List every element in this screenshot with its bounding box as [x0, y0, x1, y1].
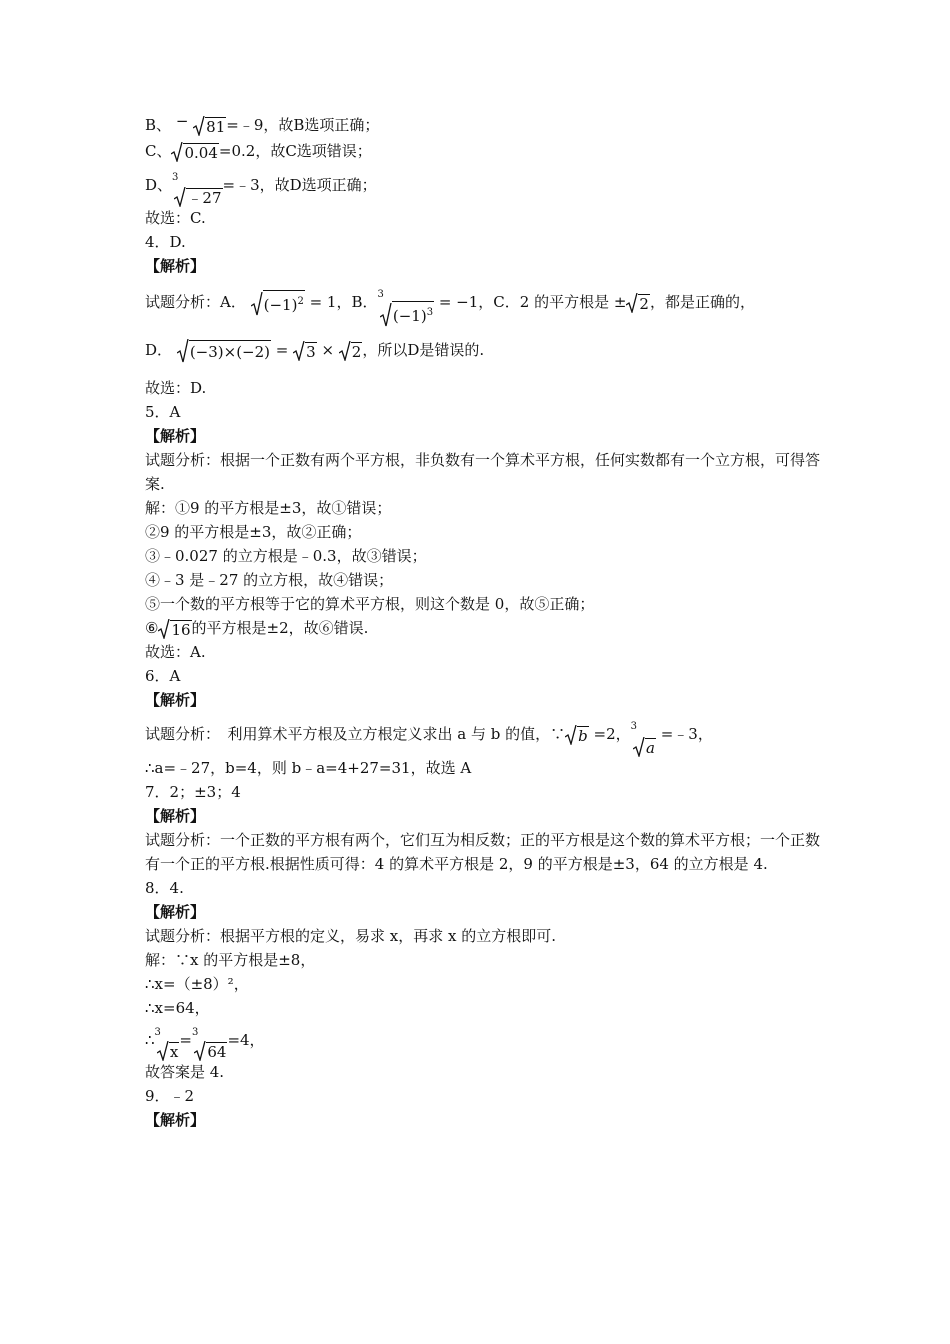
sqrt-2: [626, 293, 650, 313]
q4-a-label: 试题分析：A．: [145, 293, 246, 311]
sqrt-0-04: [171, 142, 218, 162]
radicand: ﹣27: [187, 189, 222, 207]
equals: =: [179, 1031, 192, 1049]
sqrt-3: [293, 341, 317, 361]
q8-step-4-text: =4，: [227, 1031, 265, 1049]
radicand: b: [578, 727, 588, 745]
q8-step-4: [145, 1020, 825, 1060]
base: (−1): [392, 307, 427, 325]
option-d-label: D、: [145, 176, 173, 194]
exponent: 3: [426, 307, 434, 318]
option-b-line: [145, 112, 825, 138]
cbrt-a: [631, 713, 656, 757]
radicand: x: [169, 1043, 179, 1061]
q8-analysis: 试题分析：根据平方根的定义，易求 x，再求 x 的立方根即可.: [145, 927, 556, 945]
radicand: 64: [207, 1043, 227, 1061]
q3-choose: 故选：C.: [145, 209, 206, 227]
q4-c-text: ，都是正确的，: [649, 293, 755, 311]
q6-post-text: =﹣3，: [655, 725, 713, 743]
q4-d-label: D．: [145, 341, 173, 359]
q4-d-text: ，所以D是错误的.: [362, 341, 485, 359]
option-c-line: [145, 138, 825, 164]
q6-analysis: [145, 712, 825, 756]
q5-step-5: ⑤一个数的平方根等于它的算术平方根，则这个数是 0，故⑤正确；: [145, 595, 595, 613]
times: ×: [316, 341, 339, 359]
q8-final: 故答案是 4.: [145, 1063, 225, 1081]
q4-analysis-line-1: [145, 278, 825, 326]
radicand: (−3)×(−2): [189, 340, 271, 363]
option-d-text: =﹣3，故D选项正确；: [222, 176, 377, 194]
q5-choose: 故选：A.: [145, 643, 206, 661]
q5-answer: 5．A: [145, 403, 181, 421]
q8-jiexi-heading: 【解析】: [145, 903, 206, 921]
option-c-text: =0.2，故C选项错误；: [218, 142, 372, 160]
q6-result: ∴a=﹣27，b=4，则 b﹣a=4+27=31，故选 A: [145, 759, 472, 777]
q4-b-result: = −1，C．2 的平方根是 ±: [434, 293, 627, 311]
root-index: 3: [377, 289, 384, 300]
radicand: 2: [639, 295, 649, 313]
q4-answer: 4．D.: [145, 233, 186, 251]
q4-a-result: = 1，B．: [304, 293, 378, 311]
q6-analysis-text: 试题分析： 利用算术平方根及立方根定义求出 a 与 b 的值，∵: [145, 725, 566, 743]
q6-answer: 6．A: [145, 667, 181, 685]
q4-choose: 故选：D.: [145, 379, 207, 397]
sqrt-81: [193, 116, 226, 136]
cbrt-64: [192, 1021, 227, 1061]
q8-step-3: ∴x=64，: [145, 999, 210, 1017]
q5-step-1: 解：①9 的平方根是±3，故①错误；: [145, 499, 392, 517]
base: (−1): [263, 296, 298, 314]
root-index: 3: [191, 1027, 199, 1038]
q5-step-3: ③﹣0.027 的立方根是﹣0.3，故③错误；: [145, 547, 427, 565]
q5-step-2: ②9 的平方根是±3，故②正确；: [145, 523, 362, 541]
q5-jiexi-heading: 【解析】: [145, 427, 206, 445]
q8-answer: 8．4.: [145, 879, 184, 897]
therefore-sign: ∴: [145, 1031, 155, 1049]
q5-step-6: [145, 616, 825, 640]
q7-jiexi-heading: 【解析】: [145, 807, 206, 825]
q6-mid-text: =2，: [588, 725, 631, 743]
q8-step-2: ∴x=（±8）²，: [145, 975, 249, 993]
equals: =: [271, 341, 294, 359]
root-index: 3: [630, 721, 637, 732]
sqrt-b: [565, 725, 589, 745]
exponent: 2: [297, 296, 304, 307]
option-c-label: C、: [145, 142, 172, 160]
q9-jiexi-heading: 【解析】: [145, 1111, 206, 1129]
q5-step-6-text: 的平方根是±2，故⑥错误.: [191, 619, 369, 637]
q8-step-1: 解：∵x 的平方根是±8，: [145, 951, 316, 969]
option-b-text: =﹣9，故B选项正确；: [226, 116, 380, 134]
cbrt-x: [155, 1021, 180, 1061]
q7-analysis: 试题分析：一个正数的平方根有两个，它们互为相反数；正的平方根是这个数的算术平方根；一个正数有一个正的平方根.根据性质可得：4 的算术平方根是 2，9 的平方根是±3，64 的立方根是 4.: [145, 831, 821, 873]
sqrt-neg1-squared: [251, 290, 305, 316]
sqrt-2b: [339, 341, 363, 361]
q4-jiexi-heading: 【解析】: [145, 257, 206, 275]
q6-jiexi-heading: 【解析】: [145, 691, 206, 709]
circled-six: ⑥: [145, 619, 159, 637]
minus-sign: −: [175, 112, 189, 130]
radicand: 3: [306, 343, 316, 361]
q7-answer: 7．2；±3；4: [145, 783, 241, 801]
cbrt-neg-27: [172, 165, 222, 207]
answer-page: [145, 112, 825, 1132]
option-b-label: B、: [145, 116, 172, 134]
radicand: a: [646, 739, 655, 757]
root-index: 3: [172, 172, 179, 183]
q5-step-4: ④﹣3 是﹣27 的立方根，故④错误；: [145, 571, 394, 589]
root-index: 3: [154, 1027, 161, 1038]
radicand: 16: [171, 621, 191, 639]
q4-analysis-line-2: [145, 326, 825, 374]
radicand: 2: [351, 343, 362, 361]
q9-answer: 9．﹣2: [145, 1087, 195, 1105]
q5-analysis: 试题分析：根据一个正数有两个平方根，非负数有一个算术平方根，任何实数都有一个立方根，可得答案.: [145, 451, 821, 493]
radicand: 81: [206, 118, 226, 136]
sqrt-product: [177, 339, 271, 363]
sqrt-16: [158, 619, 191, 639]
cbrt-neg1-cubed: [378, 279, 435, 327]
radicand: 0.04: [184, 144, 218, 162]
option-d-line: [145, 164, 825, 206]
